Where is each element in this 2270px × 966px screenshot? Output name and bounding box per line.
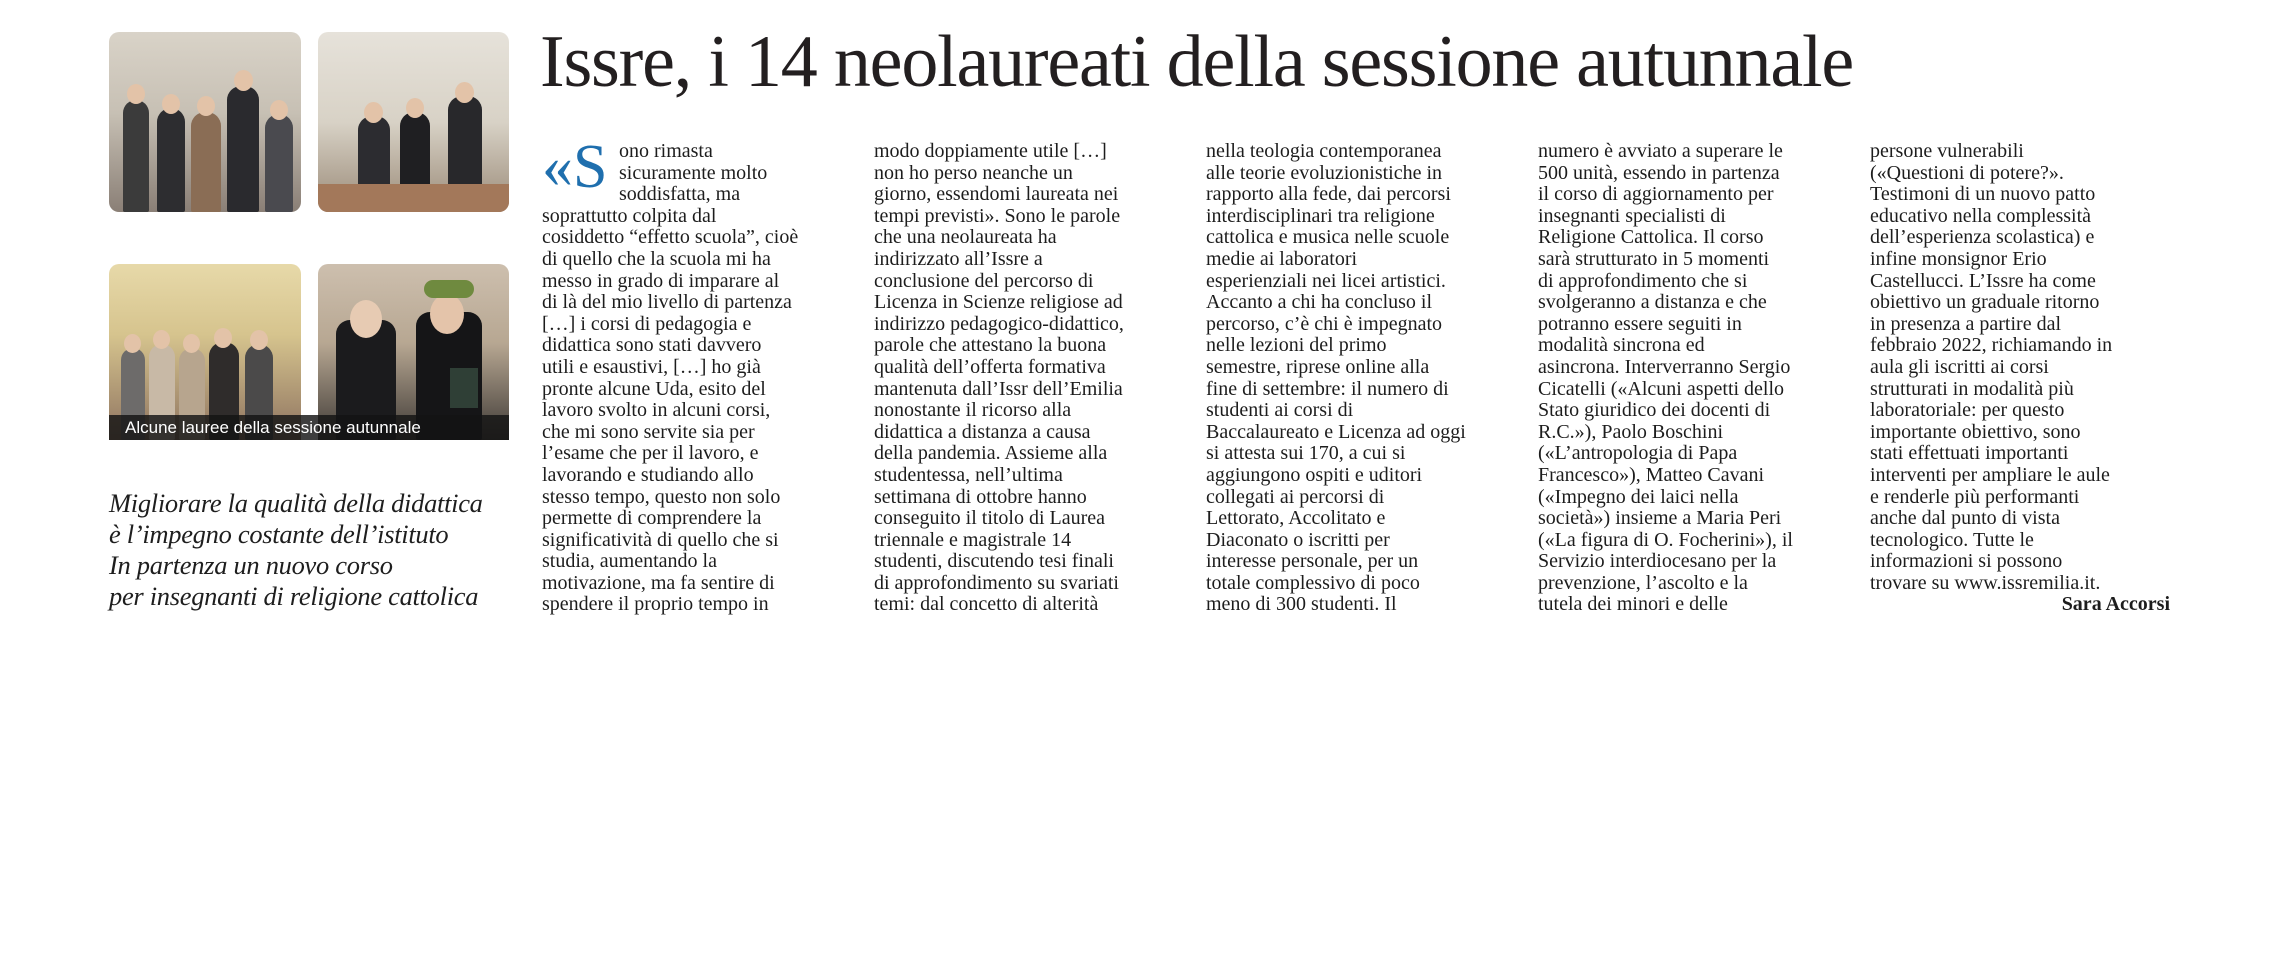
text-line: aula gli iscritti ai corsi [1870, 355, 2049, 378]
text-line: semestre, riprese online alla [1206, 355, 1430, 378]
deck-line: Migliorare la qualità della didattica [109, 488, 483, 518]
text-line: Religione Cattolica. Il corso [1538, 226, 1764, 249]
text-line: («L’antropologia di Papa [1538, 442, 1738, 465]
photo-caption: Alcune lauree della sessione autunnale [109, 415, 509, 440]
text-line: asincrona. Interverranno Sergio [1538, 355, 1791, 378]
text-line: Accanto a chi ha concluso il [1206, 291, 1433, 314]
text-line: cattolica e musica nelle scuole [1206, 226, 1450, 249]
text-line: temi: dal concetto di alterità [874, 593, 1099, 616]
text-line: interesse personale, per un [1206, 550, 1419, 573]
article-headline: Issre, i 14 neolaureati della sessione autunnale [540, 21, 1853, 103]
text-line: prevenzione, l’ascolto e la [1538, 571, 1748, 594]
text-line: obiettivo un graduale ritorno [1870, 291, 2100, 314]
text-line: Baccalaureato e Licenza ad oggi [1206, 420, 1466, 443]
article-column-2 [874, 141, 1179, 616]
text-line: soprattutto colpita dal [542, 204, 717, 227]
text-line: Castellucci. L’Issre ha come [1870, 269, 2096, 292]
text-line: tempi previsti». Sono le parole [874, 204, 1121, 227]
text-line: interdisciplinari tra religione [1206, 204, 1435, 227]
text-line: mantenuta dall’Issr dell’Emilia [874, 377, 1123, 400]
text-line: Cicatelli («Alcuni aspetti dello [1538, 377, 1785, 400]
text-line: studia, aumentando la [542, 550, 717, 573]
graduation-photo-4 [318, 264, 509, 440]
text-line: modalità sincrona ed [1538, 334, 1705, 357]
dropcap-block [542, 133, 847, 206]
text-line: tecnologico. Tutte le [1870, 528, 2034, 551]
text-line: triennale e magistrale 14 [874, 528, 1072, 551]
text-line: potranno essere seguiti in [1538, 312, 1742, 335]
text-line: non ho perso neanche un [874, 161, 1073, 184]
text-line: giorno, essendomi laureata nei [874, 183, 1119, 206]
text-line: il corso di aggiornamento per [1538, 183, 1774, 206]
text-line: conclusione del percorso di [874, 269, 1094, 292]
article-deck [109, 488, 519, 612]
text-line: stati effettuati importanti [1870, 442, 2069, 465]
deck-line: è l’impegno costante dell’istituto [109, 519, 449, 549]
text-line: didattica a distanza a causa [874, 420, 1091, 443]
text-line: informazioni si possono [1870, 550, 2063, 573]
text-line: importante obiettivo, sono [1870, 420, 2081, 443]
text-line: interventi per ampliare le aule [1870, 463, 2110, 486]
text-line: ono rimasta [619, 140, 713, 162]
text-line: Francesco»), Matteo Cavani [1538, 463, 1765, 486]
text-line: settimana di ottobre hanno [874, 485, 1087, 508]
text-line: totale complessivo di poco [1206, 571, 1420, 594]
text-line: collegati ai percorsi di [1206, 485, 1385, 508]
text-line: fine di settembre: il numero di [1206, 377, 1449, 400]
text-line: qualità dell’offerta formativa [874, 355, 1106, 378]
article-column-3 [1206, 141, 1511, 616]
deck-line: In partenza un nuovo corso [109, 550, 393, 580]
graduation-photo-2 [318, 32, 509, 212]
text-line: studentessa, nell’ultima [874, 463, 1063, 486]
text-line: di là del mio livello di partenza [542, 291, 792, 314]
text-line: che mi sono servite sia per [542, 420, 755, 443]
text-line: svolgeranno a distanza e che [1538, 291, 1767, 314]
text-line: della pandemia. Assieme alla [874, 442, 1108, 465]
graduation-photo-3 [109, 264, 301, 440]
text-line: permette di comprendere la [542, 507, 762, 530]
dropcap: «S [542, 133, 608, 201]
article-column-5 [1870, 141, 2170, 616]
text-line: nonostante il ricorso alla [874, 399, 1072, 422]
text-line: pronte alcune Uda, esito del [542, 377, 766, 400]
text-line: dell’esperienza scolastica) e [1870, 226, 2095, 249]
text-line: messo in grado di imparare al [542, 269, 780, 292]
photo-collage [109, 32, 509, 440]
text-line: sarà strutturato in 5 momenti [1538, 247, 1770, 270]
text-line: soddisfatta, ma [619, 183, 741, 206]
text-line: lavorando e studiando allo [542, 463, 754, 486]
text-line: anche dal punto di vista [1870, 507, 2060, 530]
text-line: società») insieme a Maria Peri [1538, 507, 1782, 530]
text-line: alle teorie evoluzionistiche in [1206, 161, 1443, 184]
text-line: e renderle più performanti [1870, 485, 2080, 508]
text-line: che una neolaureata ha [874, 226, 1057, 249]
text-line: meno di 300 studenti. Il [1206, 593, 1397, 616]
text-line: Servizio interdiocesano per la [1538, 550, 1777, 573]
text-line: l’esame che per il lavoro, e [542, 442, 759, 465]
text-line: numero è avviato a superare le [1538, 140, 1783, 162]
article-column-4 [1538, 141, 1843, 616]
text-line: medie ai laboratori [1206, 247, 1358, 270]
text-line: laboratoriale: per questo [1870, 399, 2065, 422]
text-line: stesso tempo, questo non solo [542, 485, 781, 508]
text-line: di quello che la scuola mi ha [542, 247, 771, 270]
author-byline: Sara Accorsi [2061, 593, 2170, 616]
graduation-photo-1 [109, 32, 301, 212]
text-line: studenti ai corsi di [1206, 399, 1354, 422]
text-line: didattica sono stati davvero [542, 334, 762, 357]
text-line: Diaconato o iscritti per [1206, 528, 1390, 551]
text-line: febbraio 2022, richiamando in [1870, 334, 2113, 357]
text-line: strutturati in modalità più [1870, 377, 2074, 400]
text-line: indirizzato all’Issre a [874, 247, 1043, 270]
text-line: utili e esaustivi, […] ho già [542, 355, 761, 378]
deck-line: per insegnanti di religione cattolica [109, 581, 479, 611]
text-line: persone vulnerabili [1870, 140, 2024, 162]
text-line: R.C.»), Paolo Boschini [1538, 420, 1724, 443]
text-line: Testimoni di un nuovo patto [1870, 183, 2096, 206]
text-line: cosiddetto “effetto scuola”, cioè [542, 226, 799, 249]
text-line: («La figura di O. Focherini»), il [1538, 528, 1793, 551]
text-line: Licenza in Scienze religiose ad [874, 291, 1123, 314]
text-line: conseguito il titolo di Laurea [874, 507, 1106, 530]
text-line: sicuramente molto [619, 161, 768, 184]
text-line: spendere il proprio tempo in [542, 593, 769, 616]
text-line: 500 unità, essendo in partenza [1538, 161, 1780, 184]
text-line: («Impegno dei laici nella [1538, 485, 1739, 508]
text-line: nella teologia contemporanea [1206, 140, 1442, 162]
text-line: modo doppiamente utile […] [874, 140, 1107, 162]
text-line: di approfondimento che si [1538, 269, 1748, 292]
article-column-1 [542, 133, 847, 616]
text-line: aggiungono ospiti e uditori [1206, 463, 1423, 486]
text-line: trovare su www.issremilia.it. [1870, 571, 2101, 594]
text-line: […] i corsi di pedagogia e [542, 312, 752, 335]
text-line: Lettorato, Accolitato e [1206, 507, 1386, 530]
text-line: si attesta sui 170, a cui si [1206, 442, 1406, 465]
text-line: lavoro svolto in alcuni corsi, [542, 399, 771, 422]
text-line: motivazione, ma fa sentire di [542, 571, 775, 594]
text-line: («Questioni di potere?». [1870, 161, 2064, 184]
text-line: di approfondimento su svariati [874, 571, 1119, 594]
text-line: indirizzo pedagogico-didattico, [874, 312, 1124, 335]
text-line: studenti, discutendo tesi finali [874, 550, 1114, 573]
text-line: significatività di quello che si [542, 528, 779, 551]
text-line: insegnanti specialisti di [1538, 204, 1726, 227]
text-line: educativo nella complessità [1870, 204, 2092, 227]
text-line: in presenza a partire dal [1870, 312, 2062, 335]
text-line: parole che attestano la buona [874, 334, 1107, 357]
text-line: percorso, c’è chi è impegnato [1206, 312, 1443, 335]
text-line: infine monsignor Erio [1870, 247, 2047, 270]
text-line: rapporto alla fede, dai percorsi [1206, 183, 1451, 206]
text-line: nelle lezioni del primo [1206, 334, 1387, 357]
text-line: Stato giuridico dei docenti di [1538, 399, 1771, 422]
text-line: esperienziali nei licei artistici. [1206, 269, 1446, 292]
text-line: tutela dei minori e delle [1538, 593, 1728, 616]
